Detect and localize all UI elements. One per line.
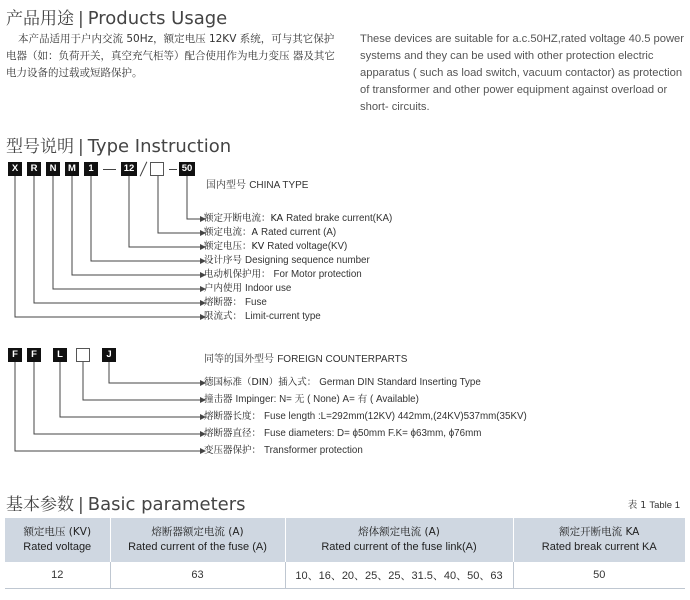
type-title-en: Type Instruction [87,136,232,157]
label-en: Indoor use [245,283,292,294]
label-cn: 熔断器： [204,297,243,308]
label-cn: 额定开断电流：KA [204,213,284,224]
header-cn: 额定电压 (KV) [23,526,92,538]
code-box-m: M [65,162,79,176]
header-en: Rated voltage [23,541,92,553]
label-cn: 限流式： [204,311,243,322]
label-cn: 设计序号 [204,255,243,266]
label-cn: 德国标准（DIN）插入式： [204,377,317,388]
label-en: Transformer protection [264,445,363,456]
cell-rated-voltage: 12 [5,562,110,588]
header-fuse-link-current [285,518,513,562]
label-din-standard [204,377,481,389]
foreign-box-l: L [53,348,67,362]
header-en: Rated break current KA [541,541,657,553]
china-type-heading-cn: 国内型号 [206,180,246,191]
cell-fuse-current: 63 [110,562,285,588]
code-box-r: R [27,162,41,176]
label-fuse-diameter [204,428,481,440]
basic-parameters-title [6,490,246,515]
foreign-heading-cn: 同等的国外型号 [204,354,274,365]
table-label-en: Table 1 [649,500,680,511]
label-cn: 撞击器 [204,394,233,405]
foreign-box-f1: F [8,348,22,362]
leader-line-transformer [15,362,200,451]
header-cn: 额定开断电流 KA [559,526,640,538]
label-en: Fuse length :L=292mm(12KV) 442mm,(24KV)537mm(35KV) [264,411,527,422]
label-en: Fuse diameters: D= ϕ50mm F.K= ϕ63mm, ϕ76mm [264,428,482,439]
leader-line-length [60,362,200,417]
type-title-cn: 型号说明 [6,137,74,157]
label-cn: 额定电流：A [204,227,258,238]
title-separator: | [78,495,84,515]
leader-line-diameter [34,362,200,434]
label-cn: 熔断器直径： [204,428,262,439]
label-cn: 额定电压：KV [204,241,265,252]
params-title-cn: 基本参数 [6,495,74,515]
table-label-cn: 表 1 [627,500,647,511]
foreign-heading-en: FOREIGN COUNTERPARTS [277,354,408,365]
header-fuse-current [110,518,285,562]
code-box-break: 50 [179,162,195,176]
label-cn: 电动机保护用： [204,269,271,280]
label-en: For Motor protection [273,269,362,280]
table-row [5,562,685,588]
label-en: German DIN Standard Inserting Type [319,377,481,388]
code-box-n: N [46,162,60,176]
table-header-row [5,518,685,562]
params-title-en: Basic parameters [87,494,246,515]
label-cn: 户内使用 [204,283,243,294]
title-separator: | [78,9,84,29]
cell-fuse-link-current: 10、16、20、25、25、31.5、40、50、63 [285,562,513,588]
usage-title-cn: 产品用途 [6,9,74,29]
header-break-current [513,518,685,562]
parameters-table [5,518,685,589]
label-en: Rated brake current(KA) [286,213,393,224]
label-en: Limit-current type [245,311,321,322]
usage-text-cn: 本产品适用于户内交流 50Hz，额定电压 12KV 系统，可与其它保护电器（如：负荷开关，真空充气柜等）配合使用作为电力变压 器及其它电力设备的过载或短路保护。 [6,33,335,79]
label-en: Rated voltage(KV) [267,241,348,252]
leader-line-impinger [83,362,200,400]
usage-title-en: Products Usage [87,8,228,29]
label-cn: 熔断器长度： [204,411,262,422]
header-en: Rated current of the fuse (A) [128,541,267,553]
header-en: Rated current of the fuse link(A) [321,541,477,553]
label-impinger [204,394,419,406]
label-en: Rated current (A) [261,227,337,238]
table-label [628,497,680,511]
label-fuse-length [204,411,527,423]
foreign-box-j: J [102,348,116,362]
code-box-x: X [8,162,22,176]
china-type-heading-en: CHINA TYPE [249,180,309,191]
label-transformer-protection [204,445,363,457]
foreign-box-f2: F [27,348,41,362]
header-rated-voltage [5,518,110,562]
header-cn: 熔断器额定电流 (A) [151,526,244,538]
code-box-voltage: 12 [121,162,137,176]
cell-break-current: 50 [513,562,685,588]
label-cn: 变压器保护： [204,445,262,456]
label-en: Impinger: N= 无 ( None) A= 有 ( Available) [235,394,419,405]
leader-line-din [109,362,200,383]
label-en: Fuse [245,297,267,308]
header-cn: 熔体额定电流 (A) [358,526,440,538]
code-box-design: 1 [84,162,98,176]
usage-text-en: These devices are suitable for a.c.50HZ,rated voltage 40.5 power systems and they can be used with other protection electric apparatus ( such as load switch, vacuum contactor) as protection of transformer and other power equipment against overload or short- circuits. [360,33,684,113]
title-separator: | [78,137,84,157]
label-en: Designing sequence number [245,255,370,266]
